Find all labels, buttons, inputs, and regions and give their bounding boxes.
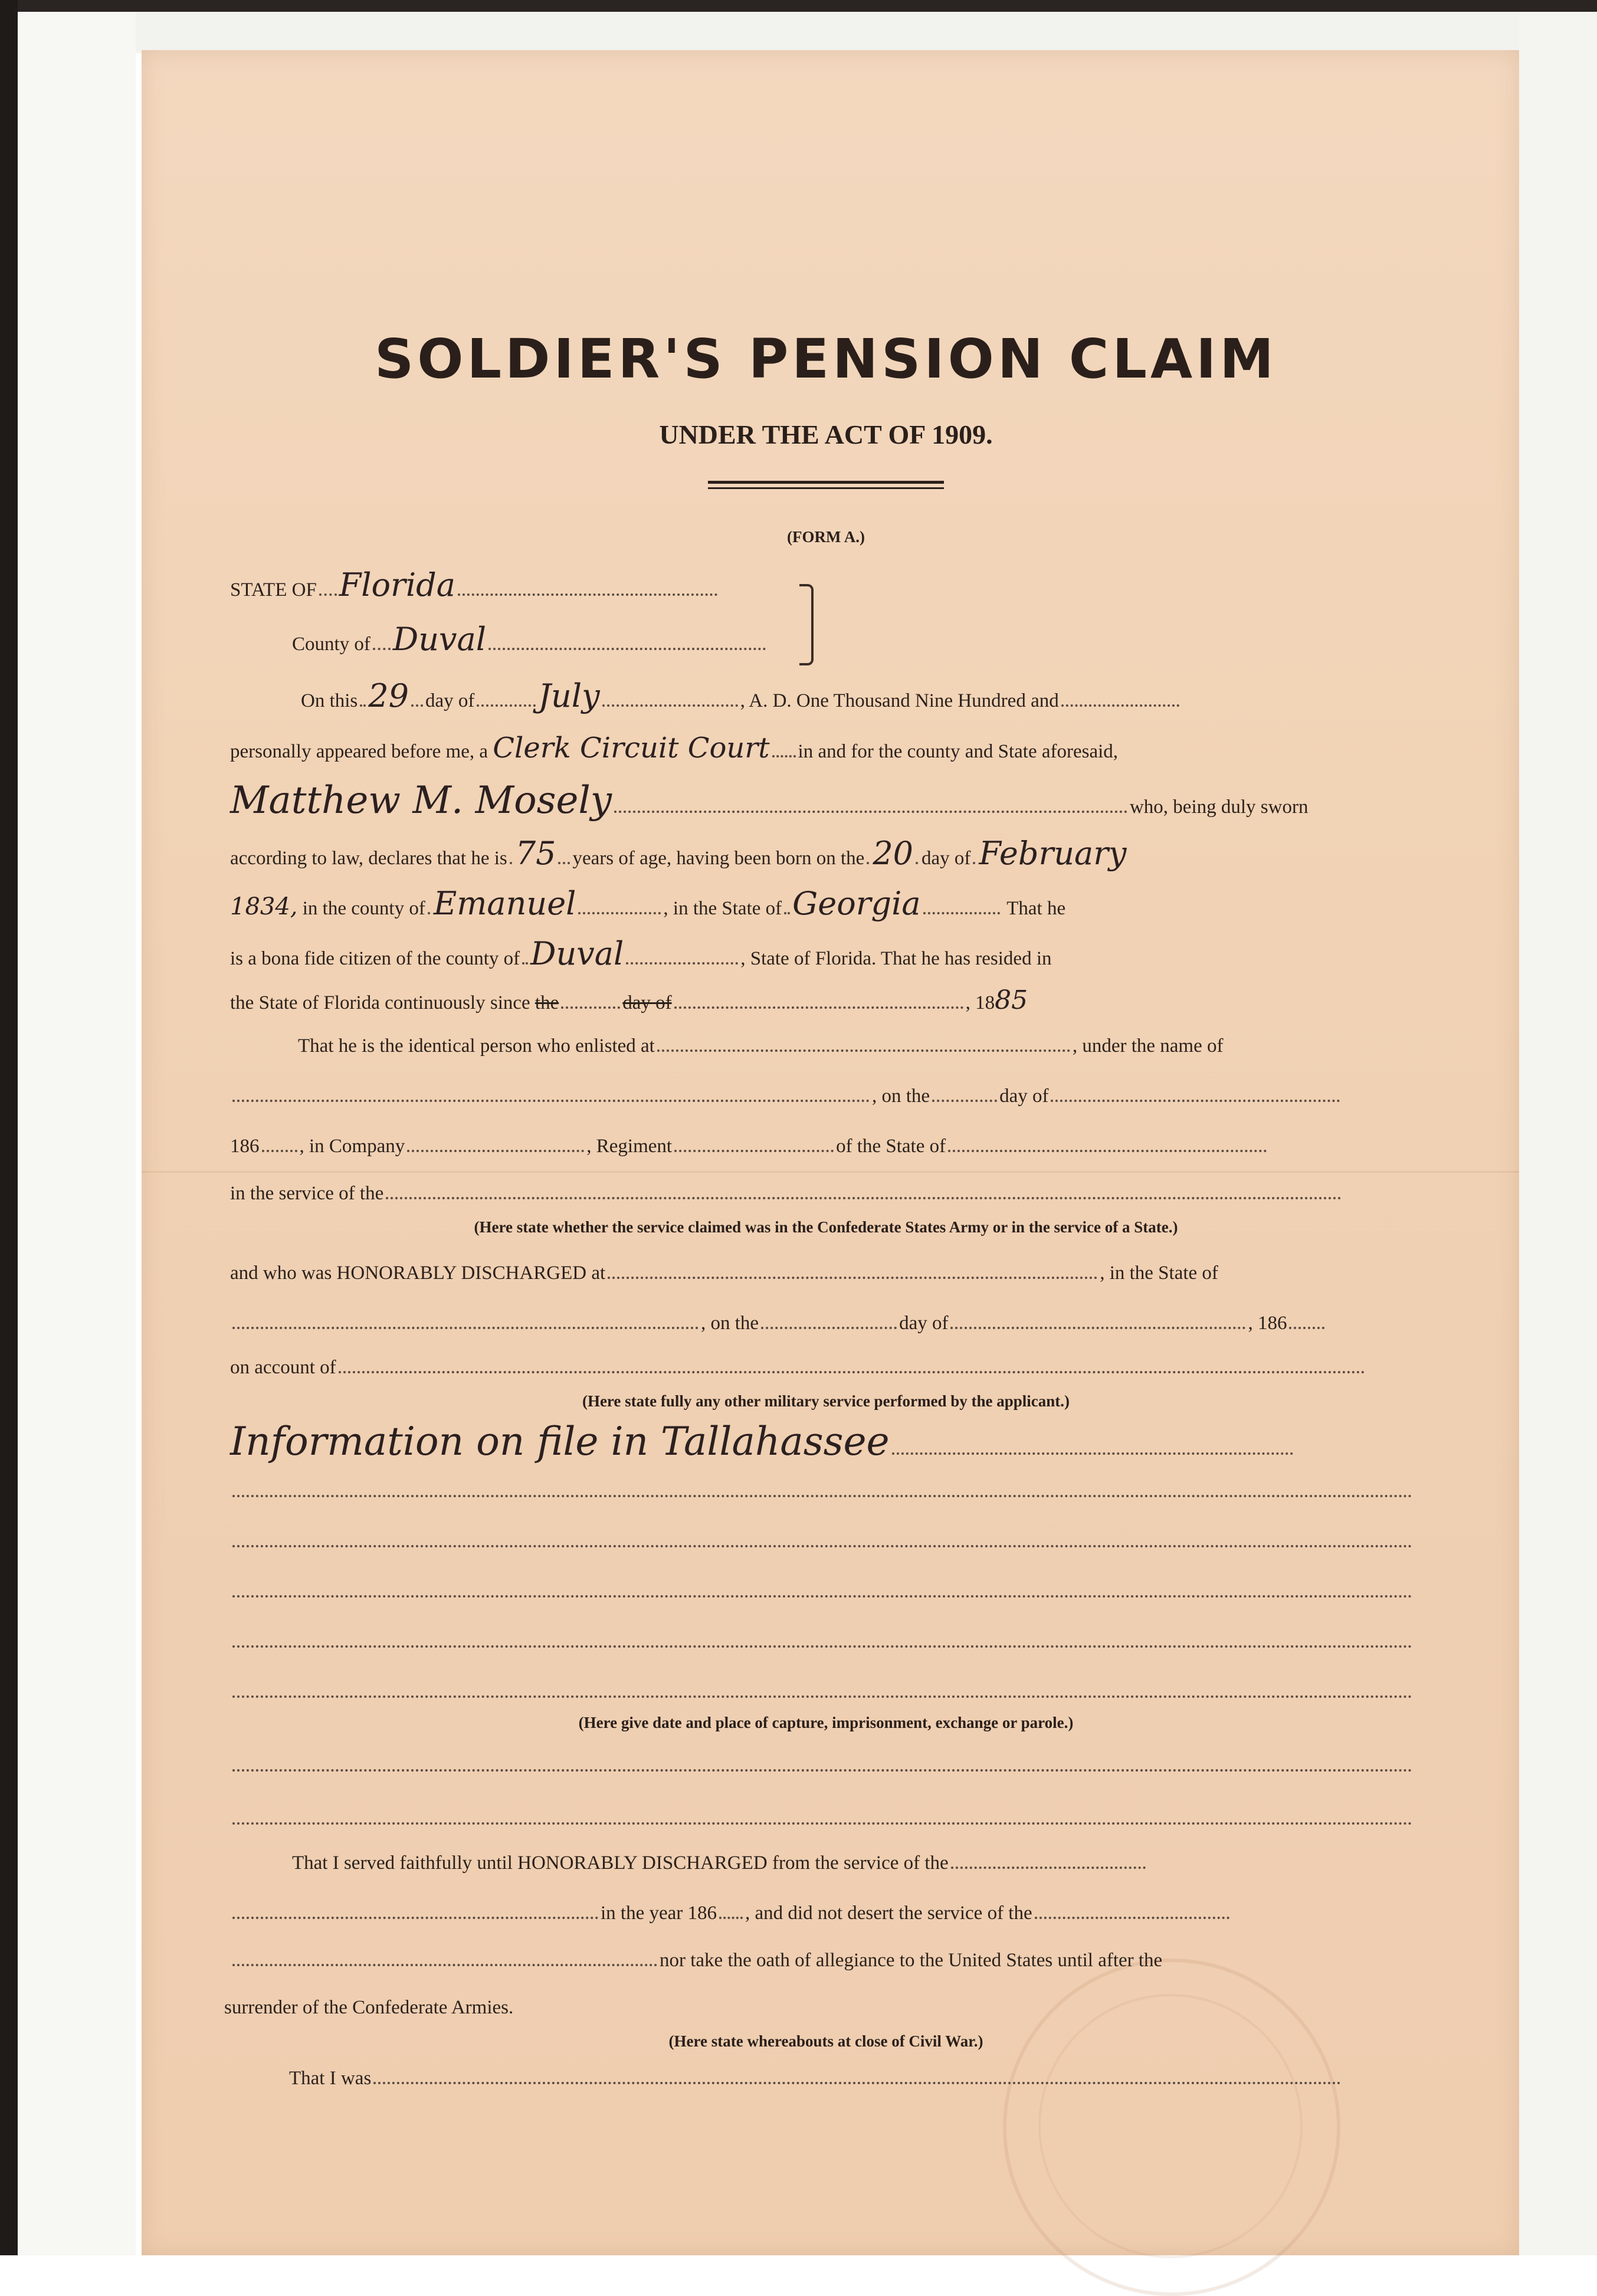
surrender-text: surrender of the Confederate Armies. bbox=[224, 1997, 514, 2018]
citizen-county-value: Duval bbox=[530, 935, 624, 972]
resided-text: the State of Florida continuously since bbox=[230, 992, 530, 1013]
on-this-label: On this bbox=[301, 690, 358, 711]
ad-text: , A. D. One Thousand Nine Hundred and bbox=[740, 690, 1059, 711]
year-text: in the year 186 bbox=[601, 1903, 717, 1924]
state-line bbox=[230, 566, 1416, 603]
scanner-bed-right bbox=[1519, 12, 1597, 2255]
birthplace-line bbox=[230, 885, 1416, 922]
birth-county-value: Emanuel bbox=[433, 885, 576, 922]
in-county-text: in the county of bbox=[302, 898, 425, 919]
blank-line-7 bbox=[230, 1808, 1416, 1830]
birth-day-value: 20 bbox=[873, 835, 914, 872]
account-text: on account of bbox=[230, 1357, 336, 1378]
on-the-text: , on the bbox=[872, 1085, 930, 1107]
day-of-text: day of bbox=[999, 1085, 1049, 1107]
discharge-date-line bbox=[230, 1313, 1416, 1334]
official-value: Clerk Circuit Court bbox=[493, 732, 770, 765]
info-value: Information on file in Tallahassee bbox=[230, 1419, 890, 1464]
paper-fold-line bbox=[142, 1171, 1519, 1173]
served-text: That I served faithfully until HONORABLY DISCHARGED from the service of the bbox=[292, 1852, 949, 1874]
account-line bbox=[230, 1357, 1416, 1379]
scanner-bed-left bbox=[18, 12, 136, 2255]
day-of-2: day of bbox=[899, 1313, 949, 1334]
scanner-edge-top bbox=[0, 0, 1597, 12]
resided-strike-2: day of bbox=[622, 992, 672, 1013]
birth-year-value: 1834, bbox=[230, 893, 298, 920]
state-of-florida-text: , State of Florida. That he has resided in bbox=[740, 948, 1052, 969]
years-text: years of age, having been born on the bbox=[572, 848, 865, 869]
form-subtitle: UNDER THE ACT OF 1909. bbox=[659, 419, 993, 450]
resided-strike-1: the bbox=[534, 992, 559, 1013]
info-line bbox=[230, 1419, 1416, 1464]
sworn-text: who, being duly sworn bbox=[1129, 796, 1309, 818]
age-value: 75 bbox=[515, 835, 556, 872]
day-of-label: day of bbox=[425, 690, 475, 711]
that-i-was-line bbox=[289, 2068, 1475, 2090]
appeared-text: personally appeared before me, a bbox=[230, 741, 488, 762]
capture-note: (Here give date and place of capture, imprisonment, exchange or parole.) bbox=[578, 1714, 1074, 1731]
service-of-text: in the service of the bbox=[230, 1183, 384, 1204]
citizen-line bbox=[230, 935, 1416, 972]
scanner-bed-top bbox=[18, 12, 1597, 53]
year-line bbox=[230, 1903, 1416, 1924]
birth-month-value: February bbox=[979, 835, 1127, 872]
blank-line-2 bbox=[230, 1531, 1416, 1553]
state-value: Florida bbox=[339, 566, 455, 603]
oath-line bbox=[230, 1950, 1416, 1972]
claimant-name-value: Matthew M. Mosely bbox=[230, 779, 612, 822]
that-i-was-text: That I was bbox=[289, 2068, 372, 2089]
discharged-text: and who was HONORABLY DISCHARGED at bbox=[230, 1262, 606, 1284]
title-rule-bottom bbox=[708, 487, 944, 489]
month-value: July bbox=[538, 677, 600, 714]
form-title: SOLDIER'S PENSION CLAIM bbox=[375, 327, 1277, 391]
date-line bbox=[301, 677, 1487, 714]
county-label: County of bbox=[292, 634, 370, 655]
county-line bbox=[292, 621, 1478, 658]
birth-day-of: day of bbox=[922, 848, 971, 869]
blank-line-5 bbox=[230, 1681, 1416, 1703]
whereabouts-note: (Here state whereabouts at close of Civil War.) bbox=[668, 2032, 983, 2050]
blank-line-4 bbox=[230, 1631, 1416, 1653]
regiment-text: , Regiment bbox=[586, 1136, 673, 1157]
title-rule-top bbox=[708, 481, 944, 484]
scanner-edge-left bbox=[0, 0, 18, 2255]
age-line bbox=[230, 835, 1416, 872]
birth-state-value: Georgia bbox=[792, 885, 921, 922]
enlisted-text: That he is the identical person who enlisted at bbox=[298, 1035, 655, 1057]
declares-text: according to law, declares that he is bbox=[230, 848, 507, 869]
desert-text: , and did not desert the service of the bbox=[745, 1903, 1032, 1924]
form-label: (FORM A.) bbox=[787, 528, 865, 546]
in-state-text: , in the State of bbox=[663, 898, 782, 919]
resided-line bbox=[230, 985, 1416, 1015]
resided-year-prefix: , 18 bbox=[965, 992, 995, 1013]
military-note: (Here state fully any other military service performed by the applicant.) bbox=[582, 1392, 1070, 1410]
enlisted-line bbox=[298, 1035, 1484, 1057]
appeared-line bbox=[230, 732, 1416, 765]
enlisted-date-line bbox=[230, 1085, 1416, 1107]
resided-year-value: 85 bbox=[995, 985, 1028, 1015]
of-state-text: of the State of bbox=[836, 1136, 946, 1157]
year-prefix: 186 bbox=[230, 1136, 260, 1157]
company-line bbox=[230, 1136, 1416, 1157]
company-text: , in Company bbox=[299, 1136, 405, 1157]
service-of-line bbox=[230, 1183, 1416, 1205]
official-suffix: in and for the county and State aforesaid, bbox=[798, 741, 1119, 762]
oath-text: nor take the oath of allegiance to the United States until after the bbox=[660, 1950, 1163, 1971]
service-note: (Here state whether the service claimed was in the Confederate States Army or in the service of a State.) bbox=[474, 1218, 1178, 1236]
served-line bbox=[292, 1852, 1478, 1874]
that-he-text: That he bbox=[1006, 898, 1066, 919]
blank-line-3 bbox=[230, 1581, 1416, 1603]
under-name-text: , under the name of bbox=[1072, 1035, 1224, 1057]
discharged-line bbox=[230, 1262, 1416, 1284]
county-value: Duval bbox=[392, 621, 486, 658]
day-value: 29 bbox=[368, 677, 409, 714]
in-state-of-text: , in the State of bbox=[1100, 1262, 1218, 1284]
surrender-line bbox=[224, 1997, 1410, 2019]
on-the-2: , on the bbox=[701, 1313, 759, 1334]
blank-line-1 bbox=[230, 1481, 1416, 1503]
claimant-name-line bbox=[230, 779, 1416, 822]
state-label: STATE OF bbox=[230, 579, 317, 601]
blank-line-6 bbox=[230, 1755, 1416, 1777]
citizen-text: is a bona fide citizen of the county of bbox=[230, 948, 520, 969]
year-suffix: , 186 bbox=[1248, 1313, 1287, 1334]
